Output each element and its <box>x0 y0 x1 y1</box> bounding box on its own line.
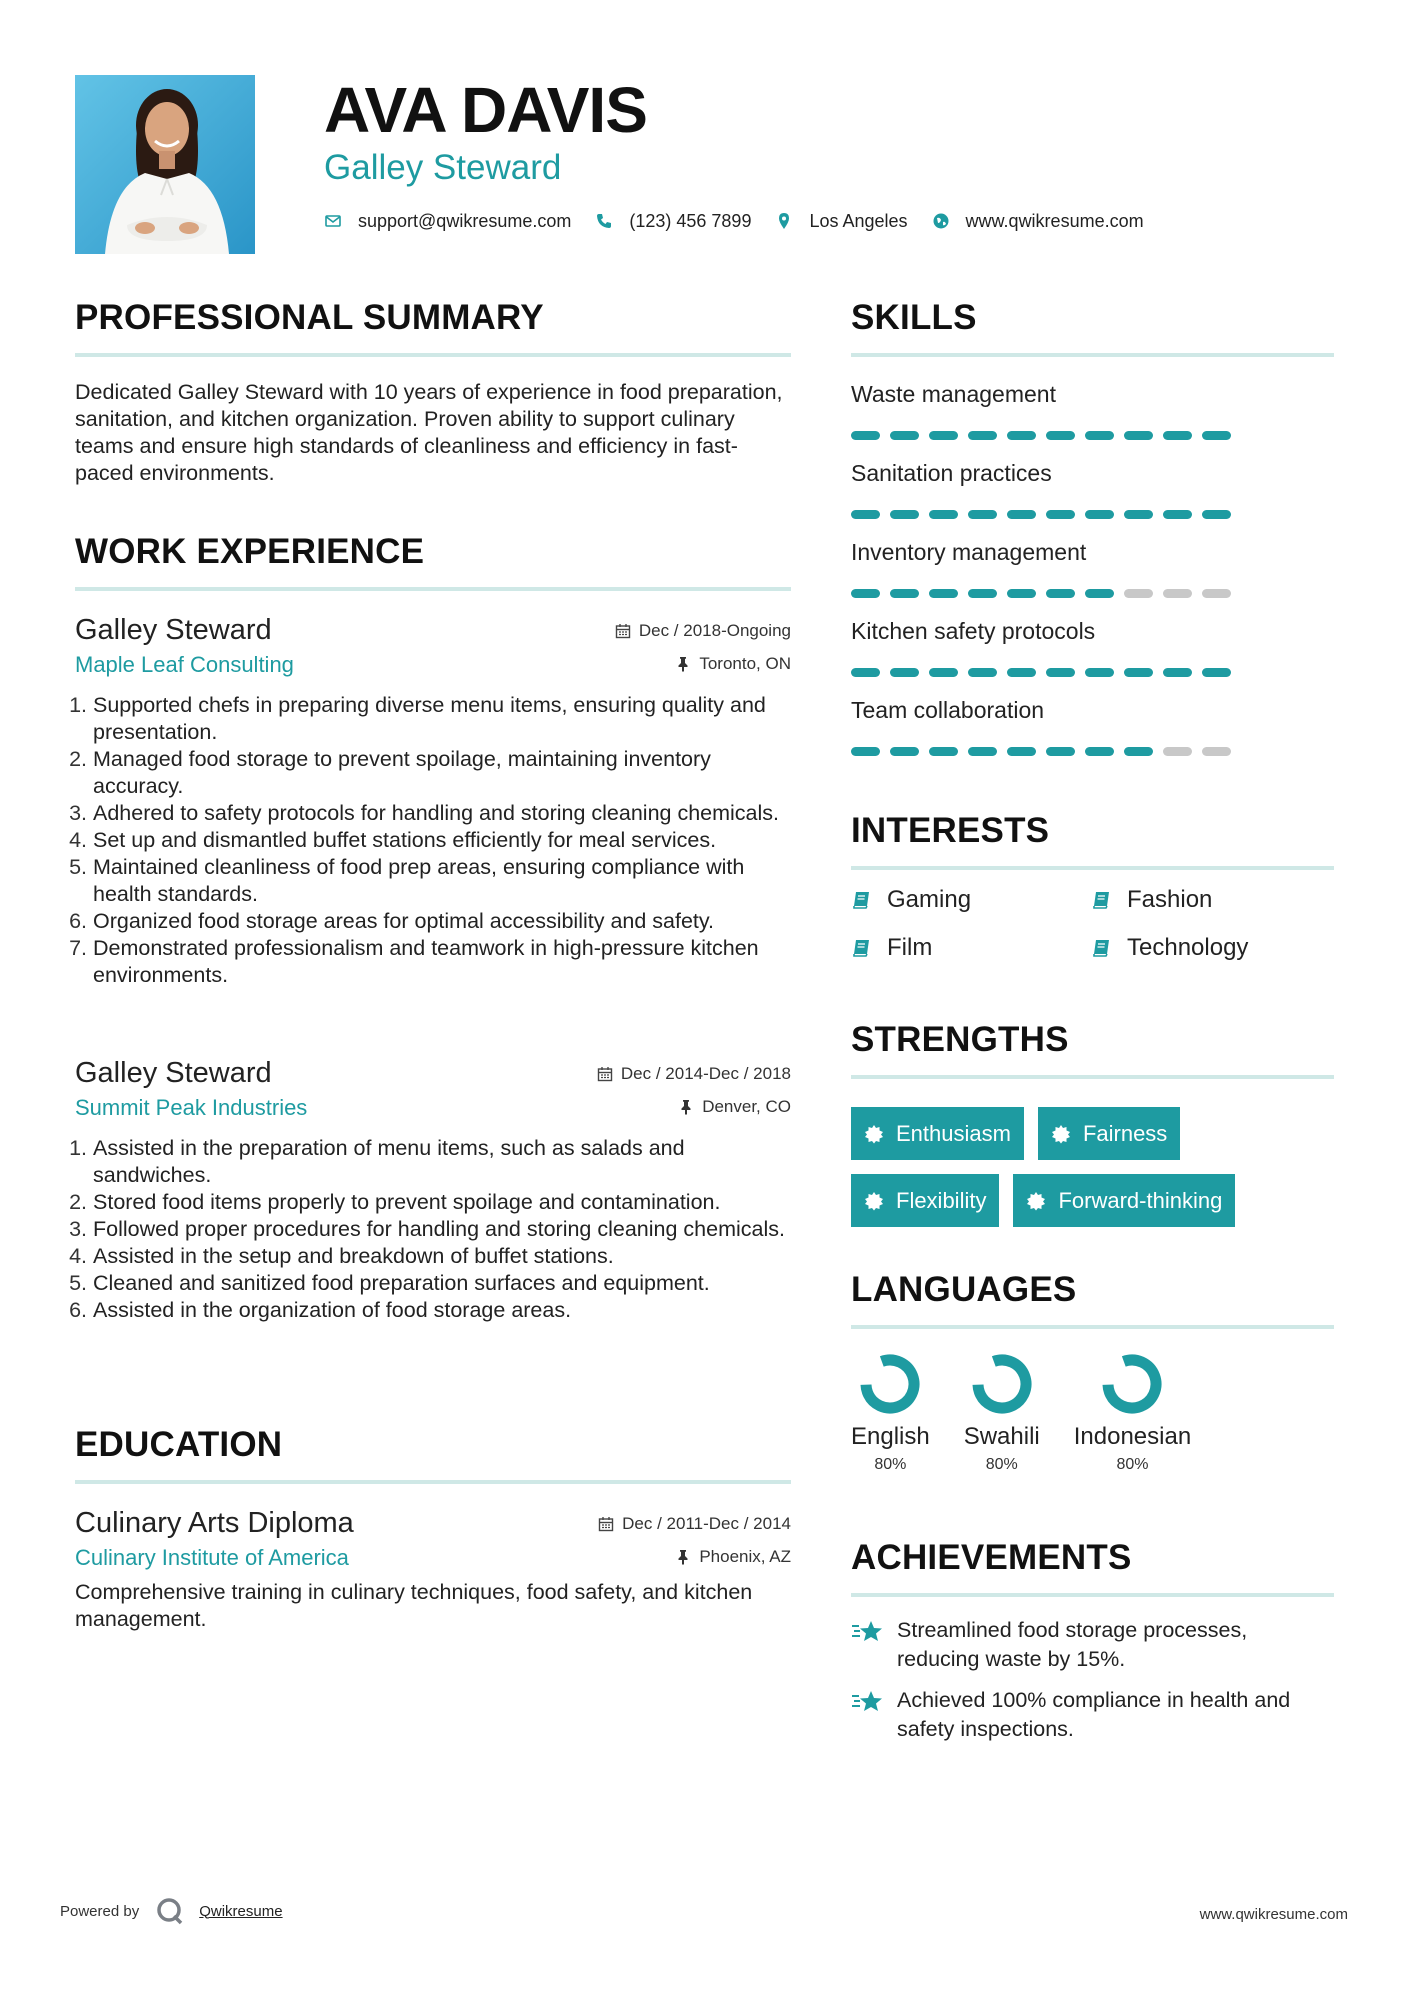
interest-item <box>851 885 1091 915</box>
education-section <box>75 1424 791 1484</box>
duty-item: 4. Set up and dismantled buffet stations efficiently for meal services. <box>93 827 791 854</box>
skill-name: Kitchen safety protocols <box>851 618 1096 644</box>
interest-item <box>1091 933 1331 963</box>
skill-item <box>851 379 1331 440</box>
rating-dash-filled <box>1007 747 1036 756</box>
school-name: Culinary Institute of America <box>75 1545 349 1570</box>
skill-rating <box>851 510 1331 519</box>
candidate-name: AVA DAVIS <box>324 74 647 146</box>
job-location <box>678 1097 791 1117</box>
book-icon <box>1091 889 1113 911</box>
rating-dash-filled <box>890 668 919 677</box>
language-progress-ring <box>970 1352 1034 1416</box>
rating-dash-filled <box>1046 431 1075 440</box>
skill-rating <box>851 747 1331 756</box>
rating-dash-filled <box>1046 589 1075 598</box>
language-item <box>964 1352 1040 1474</box>
language-name: Swahili <box>963 1423 1040 1450</box>
skill-name: Sanitation practices <box>851 460 1052 486</box>
skill-item <box>851 695 1331 756</box>
candidate-title: Galley Steward <box>324 148 562 187</box>
envelope-icon <box>324 212 342 230</box>
skill-item <box>851 537 1331 598</box>
rating-dash-filled <box>929 431 958 440</box>
shooting-star-icon <box>851 1688 885 1716</box>
badge-star-icon <box>864 1124 884 1144</box>
duty-item: 5. Maintained cleanliness of food prep areas, ensuring compliance with health standards. <box>93 854 791 908</box>
achievements-heading: ACHIEVEMENTS <box>851 1538 1132 1577</box>
interest-label: Gaming <box>887 886 972 913</box>
section-divider <box>75 1480 791 1484</box>
duty-item: 1. Assisted in the preparation of menu items, such as salads and sandwiches. <box>93 1135 791 1189</box>
rating-dash-filled <box>1163 431 1192 440</box>
strengths-section <box>851 1019 1334 1079</box>
email-text: support@qwikresume.com <box>358 210 572 231</box>
brand-link[interactable]: Qwikresume <box>199 1902 283 1920</box>
strength-label: Fairness <box>1082 1120 1168 1146</box>
section-divider <box>851 1325 1334 1329</box>
strength-tag <box>851 1174 999 1227</box>
duty-item: 2. Stored food items properly to prevent spoilage and contamination. <box>93 1189 791 1216</box>
strengths-list <box>851 1107 1331 1227</box>
education-heading: EDUCATION <box>75 1425 283 1464</box>
book-icon <box>851 889 873 911</box>
rating-dash-filled <box>1007 431 1036 440</box>
achievement-item <box>851 1616 1334 1674</box>
rating-dash-filled <box>1202 510 1231 519</box>
degree-name: Culinary Arts Diploma <box>75 1507 354 1539</box>
rating-dash-filled <box>1124 747 1153 756</box>
education-date <box>598 1514 791 1534</box>
rating-dash-filled <box>1202 431 1231 440</box>
strength-tag <box>1013 1174 1235 1227</box>
strength-label: Enthusiasm <box>896 1120 1011 1146</box>
rating-dash-filled <box>1124 431 1153 440</box>
contact-phone[interactable] <box>595 211 751 232</box>
interests-section <box>851 810 1334 870</box>
rating-dash-empty <box>1202 589 1231 598</box>
rating-dash-filled <box>929 747 958 756</box>
section-divider <box>851 1593 1334 1597</box>
language-name: English <box>851 1423 930 1450</box>
duty-item: 2. Managed food storage to prevent spoilage, maintaining inventory accuracy. <box>93 746 791 800</box>
rating-dash-filled <box>929 510 958 519</box>
section-divider <box>851 353 1334 357</box>
language-percent: 80% <box>1116 1456 1149 1473</box>
pushpin-icon <box>678 1099 694 1115</box>
badge-star-icon <box>1026 1191 1046 1211</box>
rating-dash-filled <box>1202 668 1231 677</box>
duty-item: 5. Cleaned and sanitized food preparation surfaces and equipment. <box>93 1270 791 1297</box>
languages-heading: LANGUAGES <box>851 1270 1077 1309</box>
strength-tag <box>851 1107 1024 1160</box>
rating-dash-filled <box>890 431 919 440</box>
job-date <box>615 621 791 641</box>
achievement-text: Streamlined food storage processes, reducing waste by 15%. <box>897 1618 1248 1671</box>
education-location-text: Phoenix, AZ <box>699 1547 791 1566</box>
interest-label: Fashion <box>1127 886 1213 913</box>
globe-icon <box>932 212 950 230</box>
contact-email[interactable] <box>324 211 571 232</box>
rating-dash-filled <box>968 431 997 440</box>
job-entry <box>75 1055 791 1324</box>
job-location-text: Denver, CO <box>702 1097 791 1116</box>
section-divider <box>851 1075 1334 1079</box>
duty-item: 1. Supported chefs in preparing diverse menu items, ensuring quality and presentation. <box>93 692 791 746</box>
language-progress-arc <box>1102 1353 1164 1415</box>
language-progress-ring <box>858 1352 922 1416</box>
rating-dash-empty <box>1202 747 1231 756</box>
interests-heading: INTERESTS <box>851 811 1050 850</box>
rating-dash-filled <box>929 668 958 677</box>
skill-item <box>851 458 1331 519</box>
job-title: Galley Steward <box>75 614 272 646</box>
phone-text: (123) 456 7899 <box>629 210 752 231</box>
rating-dash-filled <box>851 510 880 519</box>
pushpin-icon <box>675 1549 691 1565</box>
rating-dash-filled <box>1085 589 1114 598</box>
strengths-heading: STRENGTHS <box>851 1020 1069 1059</box>
duty-item: 3. Followed proper procedures for handling and storing cleaning chemicals. <box>93 1216 791 1243</box>
rating-dash-filled <box>1085 510 1114 519</box>
rating-dash-filled <box>890 747 919 756</box>
language-percent: 80% <box>874 1456 907 1473</box>
interest-item <box>851 933 1091 963</box>
rating-dash-filled <box>968 589 997 598</box>
rating-dash-empty <box>1124 589 1153 598</box>
education-entry <box>75 1505 791 1633</box>
badge-star-icon <box>864 1191 884 1211</box>
language-name: Indonesian <box>1073 1423 1192 1450</box>
job-entry <box>75 612 791 989</box>
achievement-text: Achieved 100% compliance in health and safety inspections. <box>897 1688 1291 1741</box>
strength-label: Forward-thinking <box>1058 1187 1223 1213</box>
section-divider <box>851 866 1334 870</box>
education-description: Comprehensive training in culinary techniques, food safety, and kitchen management. <box>75 1580 753 1631</box>
company-name: Maple Leaf Consulting <box>75 652 294 677</box>
summary-heading: PROFESSIONAL SUMMARY <box>75 298 544 337</box>
skill-name: Inventory management <box>851 539 1087 565</box>
powered-by-label: Powered by <box>60 1902 140 1920</box>
rating-dash-filled <box>1085 431 1114 440</box>
summary-section <box>75 297 791 487</box>
section-divider <box>75 587 791 591</box>
badge-star-icon <box>1051 1124 1071 1144</box>
job-date-text: Dec / 2018-Ongoing <box>638 621 791 640</box>
job-title: Galley Steward <box>75 1057 272 1089</box>
rating-dash-empty <box>1163 747 1192 756</box>
footer-url[interactable]: www.qwikresume.com <box>1199 1906 1348 1923</box>
rating-dash-filled <box>1046 747 1075 756</box>
qwikresume-logo-icon <box>155 1896 185 1926</box>
interest-label: Film <box>887 934 933 961</box>
calendar-icon <box>615 623 631 639</box>
footer-branding <box>60 1896 283 1926</box>
person-image <box>75 75 255 254</box>
profile-photo <box>75 75 255 254</box>
pushpin-icon <box>675 656 691 672</box>
skill-item <box>851 616 1331 677</box>
job-location <box>675 654 791 674</box>
skill-rating <box>851 431 1331 440</box>
calendar-icon <box>597 1066 613 1082</box>
skill-rating <box>851 668 1331 677</box>
language-percent: 80% <box>985 1456 1018 1473</box>
education-date-text: Dec / 2011-Dec / 2014 <box>622 1514 791 1533</box>
experience-heading: WORK EXPERIENCE <box>75 532 425 571</box>
languages-list <box>851 1352 1225 1474</box>
rating-dash-filled <box>851 747 880 756</box>
strength-label: Flexibility <box>896 1187 987 1213</box>
rating-dash-filled <box>1163 668 1192 677</box>
job-date-text: Dec / 2014-Dec / 2018 <box>620 1064 791 1083</box>
company-name: Summit Peak Industries <box>75 1095 308 1120</box>
language-item <box>851 1352 930 1474</box>
interest-label: Technology <box>1127 934 1249 961</box>
rating-dash-filled <box>890 589 919 598</box>
rating-dash-filled <box>1007 668 1036 677</box>
rating-dash-filled <box>1007 510 1036 519</box>
rating-dash-filled <box>929 589 958 598</box>
calendar-icon <box>598 1516 614 1532</box>
duty-item: 6. Assisted in the organization of food storage areas. <box>93 1297 791 1324</box>
achievement-item <box>851 1686 1334 1744</box>
rating-dash-filled <box>1007 589 1036 598</box>
job-duties <box>75 1135 791 1324</box>
rating-dash-filled <box>851 589 880 598</box>
job-location-text: Toronto, ON <box>699 654 791 673</box>
languages-section <box>851 1269 1334 1329</box>
book-icon <box>851 937 873 959</box>
duty-item: 3. Adhered to safety protocols for handling and storing cleaning chemicals. <box>93 800 791 827</box>
rating-dash-filled <box>890 510 919 519</box>
contact-website[interactable] <box>932 211 1144 232</box>
job-date <box>597 1064 791 1084</box>
skills-heading: SKILLS <box>851 298 977 337</box>
rating-dash-filled <box>1046 510 1075 519</box>
duty-item: 4. Assisted in the setup and breakdown of buffet stations. <box>93 1243 791 1270</box>
website-text: www.qwikresume.com <box>965 210 1144 231</box>
rating-dash-filled <box>1085 747 1114 756</box>
language-item <box>1074 1352 1191 1474</box>
rating-dash-filled <box>1046 668 1075 677</box>
education-location <box>675 1547 791 1567</box>
skill-name: Team collaboration <box>851 697 1045 723</box>
rating-dash-filled <box>1124 668 1153 677</box>
interest-item <box>1091 885 1331 915</box>
rating-dash-filled <box>968 747 997 756</box>
strength-tag <box>1038 1107 1180 1160</box>
rating-dash-filled <box>968 668 997 677</box>
language-progress-arc <box>860 1353 922 1415</box>
rating-dash-empty <box>1163 589 1192 598</box>
interests-list <box>851 885 1331 963</box>
achievements-section <box>851 1537 1334 1597</box>
summary-text: Dedicated Galley Steward with 10 years of experience in food preparation, sanitation, and kitchen organization. Proven ability to support culinary teams and ensure high standards of cleanliness and efficiency in fast-paced environments. <box>75 380 783 485</box>
phone-icon <box>595 212 613 230</box>
skills-section <box>851 297 1334 357</box>
contact-bar <box>324 207 1168 235</box>
language-progress-ring <box>1100 1352 1164 1416</box>
shooting-star-icon <box>851 1618 885 1646</box>
duty-item: 7. Demonstrated professionalism and teamwork in high-pressure kitchen environments. <box>93 935 791 989</box>
map-pin-icon <box>775 212 793 230</box>
duty-item: 6. Organized food storage areas for optimal accessibility and safety. <box>93 908 791 935</box>
job-duties <box>75 692 791 989</box>
rating-dash-filled <box>1085 668 1114 677</box>
book-icon <box>1091 937 1113 959</box>
rating-dash-filled <box>968 510 997 519</box>
rating-dash-filled <box>851 668 880 677</box>
experience-section <box>75 531 791 591</box>
rating-dash-filled <box>1124 510 1153 519</box>
section-divider <box>75 353 791 357</box>
rating-dash-filled <box>1163 510 1192 519</box>
rating-dash-filled <box>851 431 880 440</box>
skill-rating <box>851 589 1331 598</box>
contact-location <box>775 211 907 232</box>
skill-name: Waste management <box>851 381 1056 407</box>
location-text: Los Angeles <box>809 210 908 231</box>
language-progress-arc <box>971 1353 1033 1415</box>
